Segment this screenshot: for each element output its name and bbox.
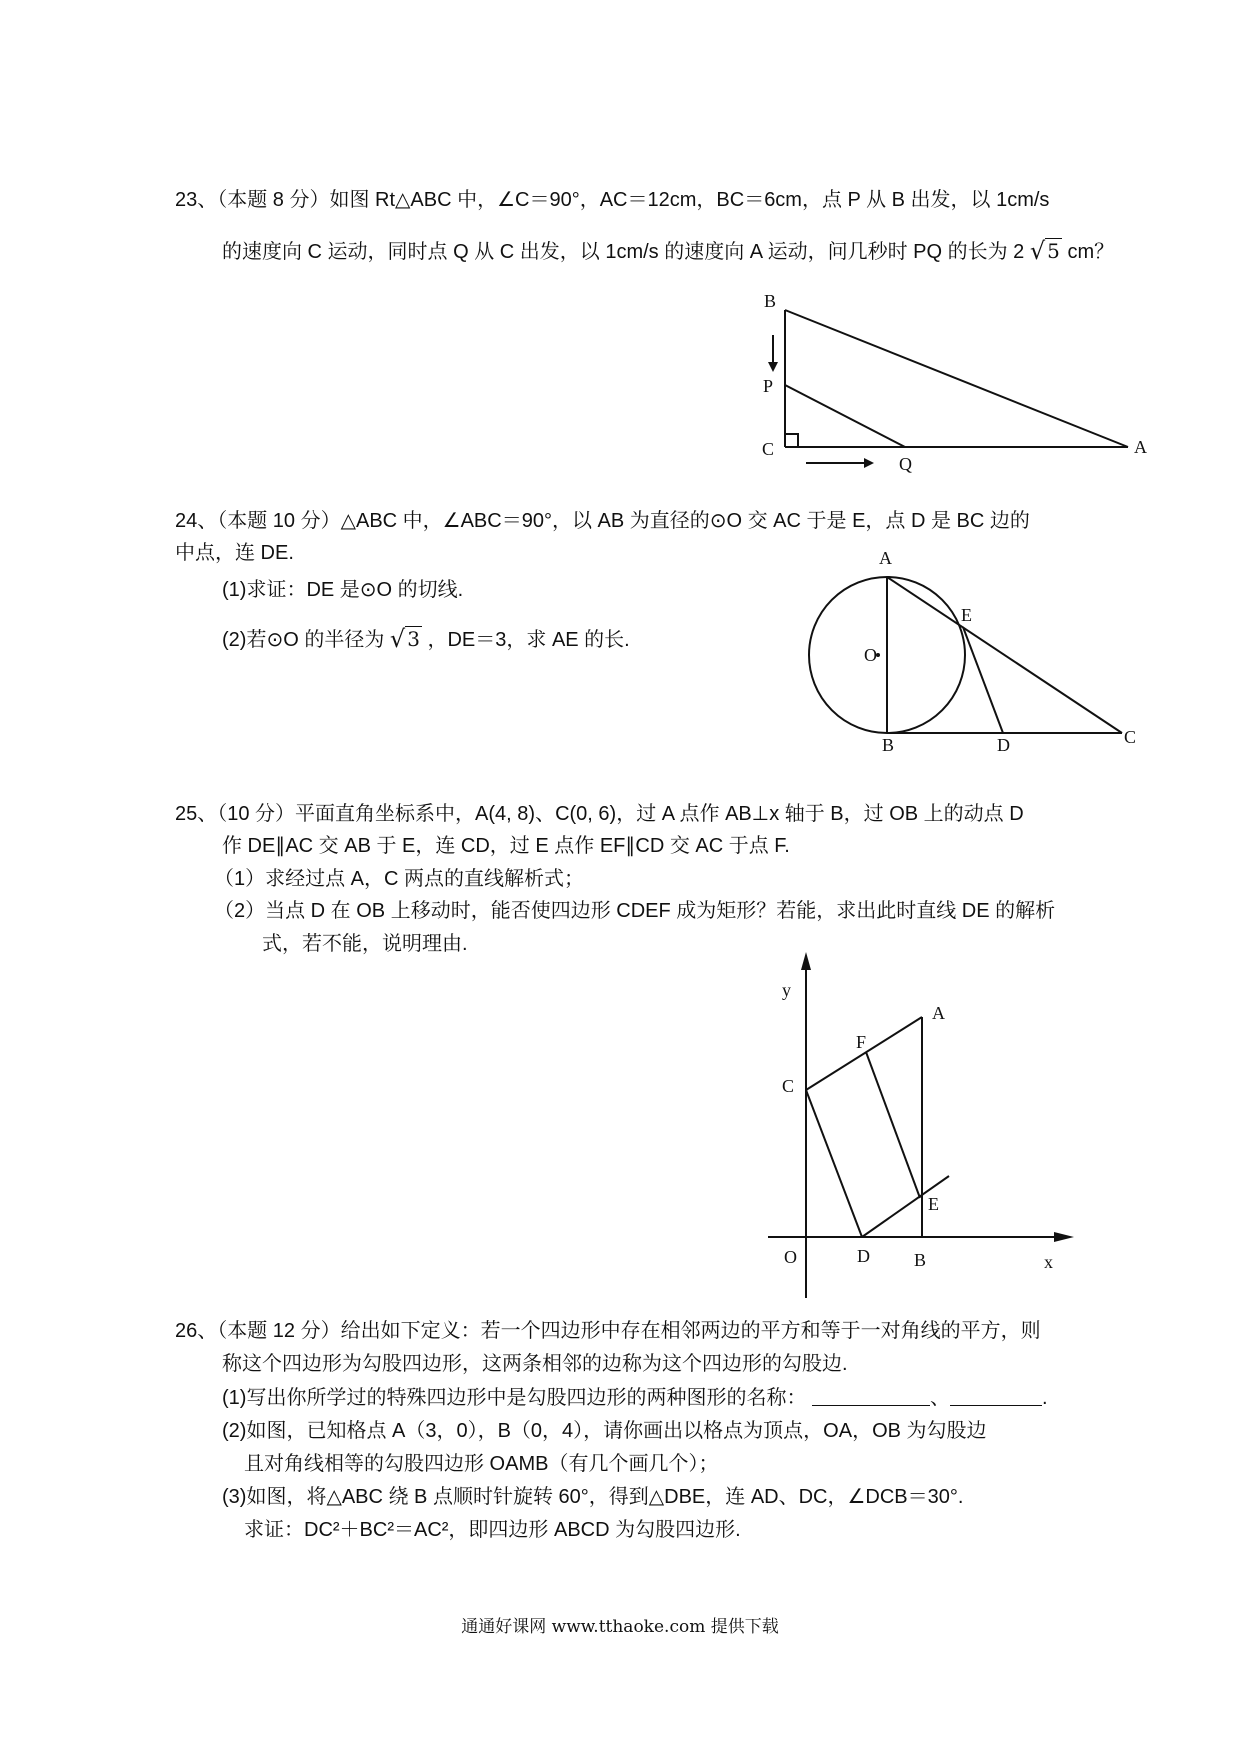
q26-line1: 26、（本题 12 分）给出如下定义：若一个四边形中存在相邻两边的平方和等于一对角线的平方，则 <box>175 1320 1041 1342</box>
q26-part3-line1: (3)如图，将△ABC 绕 B 点顺时针旋转 60°，得到△DBE，连 AD、DC，∠DCB＝30°. <box>222 1486 964 1508</box>
q24-segment-de <box>963 627 1003 733</box>
q25-label-e: E <box>928 1194 939 1214</box>
q26-answer-blank-2 <box>950 1387 1042 1406</box>
q25-part1: （1）求经过点 A，C 两点的直线解析式； <box>214 868 585 890</box>
q25-y-arrow <box>801 952 811 970</box>
q24-line1: 24、（本题 10 分）△ABC 中，∠ABC＝90°，以 AB 为直径的⊙O 交 AC 于是 E，点 D 是 BC 边的 <box>175 510 1030 532</box>
q25-label-a: A <box>932 1003 945 1023</box>
q25-label-c: C <box>782 1076 795 1096</box>
q23-label-c: C <box>762 439 775 459</box>
q23-line2-end: cm？ <box>1067 241 1115 263</box>
q23-label-a: A <box>1134 437 1147 457</box>
q24-segment-ac <box>887 577 1122 733</box>
q23-sqrt-value: 5 <box>1047 239 1060 263</box>
q23-segment-ab <box>785 310 1128 447</box>
q25-label-o: O <box>784 1247 797 1267</box>
page-footer: 通通好课网 www.tthaoke.com 提供下载 <box>461 1617 779 1637</box>
q23-arrow-right-head <box>864 458 874 468</box>
q23-right-angle-mark <box>785 434 798 447</box>
q24-line2: 中点，连 DE. <box>175 542 294 564</box>
q25-part2-line2: 式，若不能，说明理由. <box>262 933 468 955</box>
q24-label-e: E <box>961 605 972 625</box>
q25-label-b: B <box>914 1250 927 1270</box>
q26-part1-text: (1)写出你所学过的特殊四边形中是勾股四边形的两种图形的名称： <box>222 1387 807 1409</box>
q24-label-b: B <box>882 735 895 755</box>
q23-figure <box>773 310 1128 463</box>
q25-segment-fe <box>866 1052 920 1198</box>
q23-segment-pq <box>785 385 905 447</box>
q24-part2-text: (2)若⊙O 的半径为 <box>222 629 385 651</box>
q25-label-y: y <box>782 980 791 1000</box>
q25-label-f: F <box>856 1032 867 1052</box>
q23-line1: 23、（本题 8 分）如图 Rt△ABC 中，∠C＝90°，AC＝12cm，BC＝6cm，点 P 从 B 出发，以 1cm/s <box>175 189 1050 211</box>
q25-part2-line1: （2）当点 D 在 OB 上移动时，能否使四边形 CDEF 成为矩形？若能，求出此时直线 DE 的解析 <box>214 900 1056 922</box>
q25-line1: 25、（10 分）平面直角坐标系中，A(4, 8)、C(0, 6)，过 A 点作 AB⊥x 轴于 B，过 OB 上的动点 D <box>175 803 1024 825</box>
q24-part2-end: ，DE＝3，求 AE 的长. <box>427 629 630 651</box>
q24-part2 <box>222 626 630 653</box>
q26-answer-blank-1 <box>812 1387 930 1406</box>
q25-x-arrow <box>1054 1232 1074 1242</box>
q26-part1-end: . <box>1042 1387 1048 1409</box>
q26-part1-separator: 、 <box>930 1387 951 1409</box>
q23-sqrt: √ 5 <box>1029 237 1060 265</box>
q23-arrow-down-head <box>768 362 778 372</box>
q23-line2-text: 的速度向 C 运动，同时点 Q 从 C 出发，以 1cm/s 的速度向 A 运动，问几秒时 PQ 的长为 2 <box>222 241 1025 263</box>
q24-part1: (1)求证：DE 是⊙O 的切线. <box>222 579 464 601</box>
q24-label-d: D <box>997 735 1010 755</box>
q26-part2-line2: 且对角线相等的勾股四边形 OAMB（有几个画几个）； <box>244 1453 719 1475</box>
q23-label-q: Q <box>899 454 912 474</box>
q25-line2: 作 DE∥AC 交 AB 于 E，连 CD，过 E 点作 EF∥CD 交 AC 于点 F. <box>222 835 790 857</box>
q25-label-d: D <box>857 1246 870 1266</box>
q25-label-x: x <box>1044 1252 1053 1272</box>
q26-part2-line1: (2)如图，已知格点 A（3，0），B（0，4），请你画出以格点为顶点，OA，OB 为勾股边 <box>222 1420 987 1442</box>
q24-label-o: O <box>864 645 877 665</box>
q26-part1 <box>222 1385 1048 1411</box>
q23-label-p: P <box>763 376 774 396</box>
q25-segment-cf-a <box>806 1017 922 1090</box>
q24-sqrt: √ 3 <box>389 625 420 653</box>
q24-figure <box>809 577 1122 733</box>
q26-part3-line2: 求证：DC²＋BC²＝AC²，即四边形 ABCD 为勾股四边形. <box>244 1519 741 1541</box>
q25-segment-cd <box>806 1090 862 1237</box>
q26-line2: 称这个四边形为勾股四边形，这两条相邻的边称为这个四边形的勾股边. <box>222 1353 848 1375</box>
q24-sqrt-value: 3 <box>407 627 420 651</box>
q23-label-b: B <box>764 291 777 311</box>
q25-figure <box>768 968 1062 1298</box>
q24-label-c: C <box>1124 727 1137 747</box>
q24-label-a: A <box>879 548 892 568</box>
